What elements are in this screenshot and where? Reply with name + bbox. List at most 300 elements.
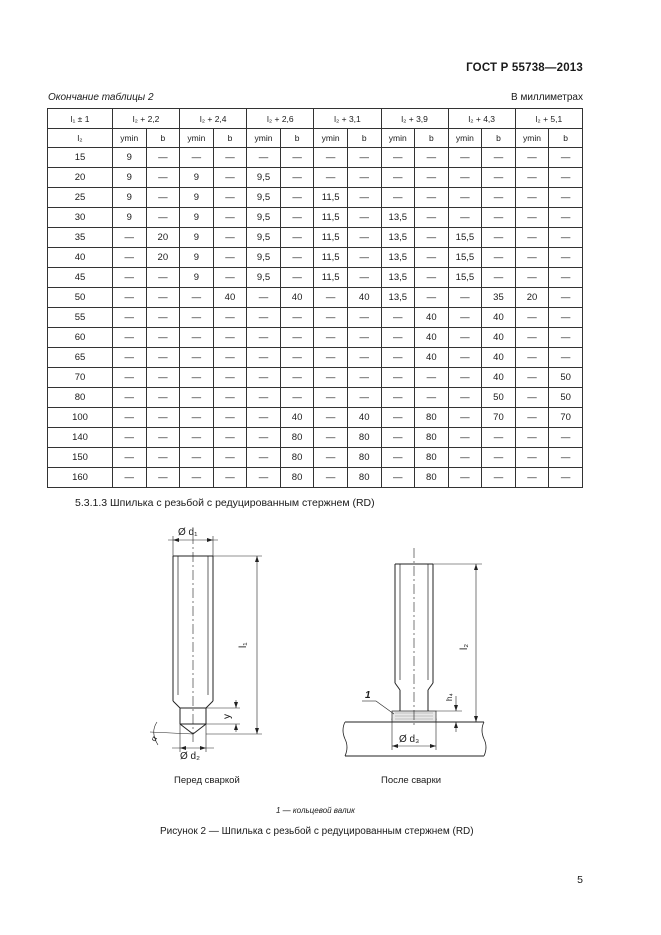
table-cell: — (347, 208, 381, 228)
table-cell: — (280, 328, 314, 348)
units-note: В миллиметрах (511, 92, 583, 103)
table-cell: — (482, 148, 516, 168)
table-cell: — (381, 468, 415, 488)
table-cell: — (515, 308, 549, 328)
table-cell: 9,5 (247, 188, 281, 208)
row-l2-value: 20 (48, 168, 113, 188)
table-cell: — (415, 188, 449, 208)
table-cell: — (515, 148, 549, 168)
header-group: l₂ + 4,3 (448, 109, 515, 129)
table-cell: — (113, 228, 147, 248)
table-cell: — (515, 188, 549, 208)
header-group: l₂ + 2,2 (113, 109, 180, 129)
callout-number: 1 (365, 690, 371, 701)
table-cell: — (146, 188, 180, 208)
table-cell: — (347, 188, 381, 208)
table-cell: — (180, 368, 214, 388)
table-cell: — (314, 288, 348, 308)
header-group: l₂ + 2,4 (180, 109, 247, 129)
header-ymin: ymin (113, 129, 147, 148)
table-cell: 40 (280, 408, 314, 428)
row-l2-value: 45 (48, 268, 113, 288)
row-l2-value: 160 (48, 468, 113, 488)
table-cell: 13,5 (381, 288, 415, 308)
label-l2: l₂ (459, 643, 470, 650)
table-cell: — (213, 208, 247, 228)
table-cell: — (515, 168, 549, 188)
table-cell: — (482, 448, 516, 468)
table-cell: — (515, 368, 549, 388)
table-cell: — (314, 148, 348, 168)
table-cell: 9,5 (247, 248, 281, 268)
table-cell: — (347, 268, 381, 288)
table-cell: 70 (549, 408, 583, 428)
table-cell: — (213, 228, 247, 248)
table-cell: — (482, 468, 516, 488)
table-cell: — (213, 428, 247, 448)
table-cell: 13,5 (381, 228, 415, 248)
table-cell: — (113, 288, 147, 308)
table-cell: — (381, 148, 415, 168)
table-cell: — (213, 248, 247, 268)
table-cell: 9,5 (247, 228, 281, 248)
table-cell: — (482, 228, 516, 248)
table-cell: — (549, 428, 583, 448)
table-cell: 9,5 (247, 268, 281, 288)
header-b: b (482, 129, 516, 148)
table-cell: — (515, 468, 549, 488)
table-cell: — (314, 468, 348, 488)
table-cell: — (146, 468, 180, 488)
table-cell: — (280, 168, 314, 188)
table-cell: — (515, 228, 549, 248)
left-figure-caption: Перед сваркой (174, 775, 240, 786)
row-l2-value: 30 (48, 208, 113, 228)
table-cell: — (415, 268, 449, 288)
document-id: ГОСТ Р 55738—2013 (466, 62, 583, 74)
table-cell: — (146, 328, 180, 348)
table-cell: — (280, 248, 314, 268)
label-d2: Ø d₂ (180, 751, 200, 762)
table-cell: 9,5 (247, 168, 281, 188)
label-y: y (222, 714, 233, 719)
table-cell: 80 (347, 448, 381, 468)
table-cell: 50 (549, 368, 583, 388)
table-cell: — (381, 388, 415, 408)
header-ymin: ymin (381, 129, 415, 148)
table-cell: 15,5 (448, 248, 482, 268)
table-cell: — (213, 468, 247, 488)
header-group: l₂ + 3,1 (314, 109, 381, 129)
row-l2-value: 140 (48, 428, 113, 448)
table-cell: — (247, 468, 281, 488)
table-cell: — (180, 288, 214, 308)
table-cell: — (347, 308, 381, 328)
table-cell: — (146, 368, 180, 388)
table-cell: 9 (113, 188, 147, 208)
table-cell: — (213, 408, 247, 428)
header-b: b (415, 129, 449, 148)
table-cell: — (146, 168, 180, 188)
table-cell: — (314, 308, 348, 328)
table-cell: 13,5 (381, 248, 415, 268)
table-cell: — (180, 468, 214, 488)
table-cell: — (347, 328, 381, 348)
dimension-l1 (206, 556, 262, 734)
stud-after-welding (392, 548, 436, 728)
row-l2-value: 40 (48, 248, 113, 268)
table-cell: — (381, 308, 415, 328)
table-cell: — (415, 148, 449, 168)
row-l2-value: 55 (48, 308, 113, 328)
header-ymin: ymin (247, 129, 281, 148)
table-caption: Окончание таблицы 2 (48, 92, 154, 103)
table-cell: 80 (280, 468, 314, 488)
table-cell: — (515, 348, 549, 368)
table-cell: — (448, 348, 482, 368)
table-cell: — (448, 368, 482, 388)
table-cell: — (515, 408, 549, 428)
table-cell: 9 (180, 168, 214, 188)
table-cell: — (347, 148, 381, 168)
table-cell: — (482, 188, 516, 208)
table-cell: — (482, 268, 516, 288)
table-cell: — (381, 368, 415, 388)
table-cell: — (247, 388, 281, 408)
table-cell: — (280, 348, 314, 368)
table-cell: — (113, 408, 147, 428)
table-cell: — (482, 428, 516, 448)
table-cell: — (146, 428, 180, 448)
header-b: b (280, 129, 314, 148)
table-cell: — (180, 428, 214, 448)
table-cell: — (314, 408, 348, 428)
table-cell: — (381, 168, 415, 188)
table-cell: 11,5 (314, 208, 348, 228)
table-cell: — (381, 408, 415, 428)
table-cell: — (448, 168, 482, 188)
table-cell: — (549, 148, 583, 168)
table-cell: — (482, 168, 516, 188)
page-number: 5 (577, 874, 583, 886)
table-cell: — (381, 448, 415, 468)
table-cell: — (213, 328, 247, 348)
row-l2-value: 80 (48, 388, 113, 408)
table-cell: 40 (482, 348, 516, 368)
table-cell: — (448, 308, 482, 328)
table-cell: — (515, 208, 549, 228)
table-cell: 40 (482, 308, 516, 328)
table-cell: 80 (347, 428, 381, 448)
table-cell: — (448, 328, 482, 348)
table-cell: — (280, 268, 314, 288)
table-cell: — (146, 388, 180, 408)
table-cell: — (549, 188, 583, 208)
table-cell: 40 (482, 368, 516, 388)
table-cell: — (515, 388, 549, 408)
table-cell: — (146, 288, 180, 308)
section-heading: 5.3.1.3 Шпилька с резьбой с редуцированным стержнем (RD) (75, 497, 375, 509)
table-cell: — (247, 348, 281, 368)
table-cell: — (113, 468, 147, 488)
header-b: b (347, 129, 381, 148)
dimension-l2 (433, 564, 482, 722)
table-cell: — (549, 308, 583, 328)
table-cell: — (515, 428, 549, 448)
table-cell: — (213, 188, 247, 208)
table-cell: — (146, 208, 180, 228)
table-cell: — (482, 208, 516, 228)
table-cell: 9 (180, 188, 214, 208)
table-cell: 50 (549, 388, 583, 408)
table-cell: — (448, 448, 482, 468)
row-l2-value: 150 (48, 448, 113, 468)
table-cell: 40 (415, 308, 449, 328)
figure-legend: 1 — кольцевой валик (276, 806, 355, 815)
table-cell: — (515, 448, 549, 468)
header-ymin: ymin (180, 129, 214, 148)
table-cell: — (146, 348, 180, 368)
table-cell: — (549, 348, 583, 368)
table-cell: 9 (180, 268, 214, 288)
table-cell: — (549, 448, 583, 468)
row-l2-value: 15 (48, 148, 113, 168)
table-cell: — (213, 268, 247, 288)
table-cell: — (280, 388, 314, 408)
table-cell: — (113, 348, 147, 368)
table-cell: — (247, 328, 281, 348)
table-cell: — (482, 248, 516, 268)
table-cell: 40 (482, 328, 516, 348)
table-cell: — (347, 368, 381, 388)
table-cell: — (448, 408, 482, 428)
figure-caption: Рисунок 2 — Шпилька с резьбой с редуцированным стержнем (RD) (160, 826, 474, 837)
table-cell: — (213, 168, 247, 188)
table-cell: — (180, 148, 214, 168)
stud-before-welding (173, 534, 213, 745)
table-cell: 9 (180, 228, 214, 248)
table-cell: — (280, 228, 314, 248)
table-cell: — (280, 148, 314, 168)
table-cell: 80 (415, 408, 449, 428)
table-cell: — (113, 268, 147, 288)
table-cell: — (247, 288, 281, 308)
table-cell: 50 (482, 388, 516, 408)
table-cell: 70 (482, 408, 516, 428)
table-cell: — (146, 308, 180, 328)
table-cell: — (213, 448, 247, 468)
header-ymin: ymin (314, 129, 348, 148)
label-alpha: α (148, 734, 160, 743)
table-cell: 9 (113, 208, 147, 228)
table-cell: 40 (213, 288, 247, 308)
table-cell: — (247, 148, 281, 168)
table-cell: 35 (482, 288, 516, 308)
table-cell: — (515, 248, 549, 268)
table-cell: — (515, 268, 549, 288)
table-cell: — (113, 328, 147, 348)
table-cell: 80 (415, 468, 449, 488)
row-l2-value: 70 (48, 368, 113, 388)
table-cell: 9 (180, 208, 214, 228)
table-cell: — (549, 228, 583, 248)
table-cell: 11,5 (314, 268, 348, 288)
table-cell: — (549, 328, 583, 348)
table-cell: 11,5 (314, 248, 348, 268)
table-cell: — (448, 188, 482, 208)
table-cell: — (113, 388, 147, 408)
table-cell: — (247, 368, 281, 388)
table-cell: — (247, 448, 281, 468)
table-cell: 40 (347, 288, 381, 308)
label-d1: Ø d₁ (178, 527, 198, 538)
header-group: l₂ + 3,9 (381, 109, 448, 129)
table-cell: — (314, 448, 348, 468)
table-cell: — (146, 408, 180, 428)
row-l2-value: 35 (48, 228, 113, 248)
table-cell: — (415, 288, 449, 308)
table-cell: 40 (415, 328, 449, 348)
table-cell: — (113, 428, 147, 448)
header-b: b (213, 129, 247, 148)
header-ymin: ymin (515, 129, 549, 148)
table-cell: — (448, 388, 482, 408)
table-cell: — (247, 308, 281, 328)
table-cell: — (347, 348, 381, 368)
table-cell: — (448, 148, 482, 168)
table-cell: — (146, 448, 180, 468)
table-cell: — (448, 468, 482, 488)
row-l2-value: 50 (48, 288, 113, 308)
table-cell: 80 (415, 428, 449, 448)
table-cell: 11,5 (314, 228, 348, 248)
table-cell: — (113, 448, 147, 468)
table-cell: — (213, 368, 247, 388)
header-b: b (549, 129, 583, 148)
table-cell: 40 (280, 288, 314, 308)
right-figure-caption: После сварки (381, 775, 442, 786)
header-group: l₂ + 2,6 (247, 109, 314, 129)
table-cell: — (280, 208, 314, 228)
table-cell: — (549, 288, 583, 308)
table-cell: — (280, 188, 314, 208)
table-cell: 20 (515, 288, 549, 308)
table-cell: — (314, 348, 348, 368)
header-group: l₂ + 5,1 (515, 109, 582, 129)
header-l1: l₁ ± 1 (48, 109, 113, 129)
table-cell: — (515, 328, 549, 348)
table-cell: 9 (180, 248, 214, 268)
table-cell: 9,5 (247, 208, 281, 228)
table-cell: — (213, 388, 247, 408)
table-cell: 80 (415, 448, 449, 468)
table-cell: — (448, 428, 482, 448)
table-cell: — (213, 308, 247, 328)
table-cell: — (415, 388, 449, 408)
table-cell: — (247, 408, 281, 428)
table-cell: — (415, 228, 449, 248)
label-d3: Ø d₃ (399, 734, 420, 745)
table-cell: 13,5 (381, 208, 415, 228)
label-h4: h₄ (445, 693, 454, 701)
table-cell: — (113, 368, 147, 388)
table-cell: — (247, 428, 281, 448)
table-cell: 80 (280, 448, 314, 468)
table-cell: — (415, 168, 449, 188)
table-cell: — (213, 348, 247, 368)
table-cell: — (180, 308, 214, 328)
table-cell: — (549, 468, 583, 488)
table-cell: 80 (280, 428, 314, 448)
header-b: b (146, 129, 180, 148)
table-cell: — (280, 308, 314, 328)
table-cell: — (314, 328, 348, 348)
table-cell: — (113, 308, 147, 328)
table-cell: — (180, 328, 214, 348)
table-cell: 11,5 (314, 188, 348, 208)
table-cell: 15,5 (448, 228, 482, 248)
table-cell: — (347, 228, 381, 248)
table-cell: 9 (113, 168, 147, 188)
table-cell: — (180, 408, 214, 428)
table-cell: — (314, 168, 348, 188)
table-cell: — (347, 388, 381, 408)
row-l2-value: 100 (48, 408, 113, 428)
header-ymin: ymin (448, 129, 482, 148)
table-cell: 40 (347, 408, 381, 428)
table-cell: — (146, 268, 180, 288)
table-cell: — (180, 388, 214, 408)
table-cell: — (415, 368, 449, 388)
table-cell: — (448, 288, 482, 308)
table-cell: — (381, 188, 415, 208)
row-l2-value: 25 (48, 188, 113, 208)
table-cell: — (180, 448, 214, 468)
table-cell: — (113, 248, 147, 268)
table-cell: — (280, 368, 314, 388)
row-l2-value: 65 (48, 348, 113, 368)
table-cell: — (549, 268, 583, 288)
table-cell: — (180, 348, 214, 368)
callout-leader (362, 701, 394, 714)
table-cell: 20 (146, 228, 180, 248)
label-l1: l₁ (238, 642, 249, 648)
table-cell: — (213, 148, 247, 168)
table-cell: — (381, 328, 415, 348)
table-cell: — (146, 148, 180, 168)
table-cell: 15,5 (448, 268, 482, 288)
table-cell: — (347, 248, 381, 268)
table-cell: — (314, 388, 348, 408)
table-cell: 40 (415, 348, 449, 368)
table-cell: — (549, 208, 583, 228)
table-cell: — (549, 248, 583, 268)
row-l2-value: 60 (48, 328, 113, 348)
table-cell: — (381, 428, 415, 448)
table-cell: — (347, 168, 381, 188)
table-cell: — (448, 208, 482, 228)
table-cell: 13,5 (381, 268, 415, 288)
table-cell: 80 (347, 468, 381, 488)
table-cell: — (415, 208, 449, 228)
header-l2: l₂ (48, 129, 113, 148)
table-cell: — (314, 428, 348, 448)
table-cell: — (549, 168, 583, 188)
table-cell: 9 (113, 148, 147, 168)
table-cell: — (381, 348, 415, 368)
table-cell: — (314, 368, 348, 388)
table-cell: 20 (146, 248, 180, 268)
